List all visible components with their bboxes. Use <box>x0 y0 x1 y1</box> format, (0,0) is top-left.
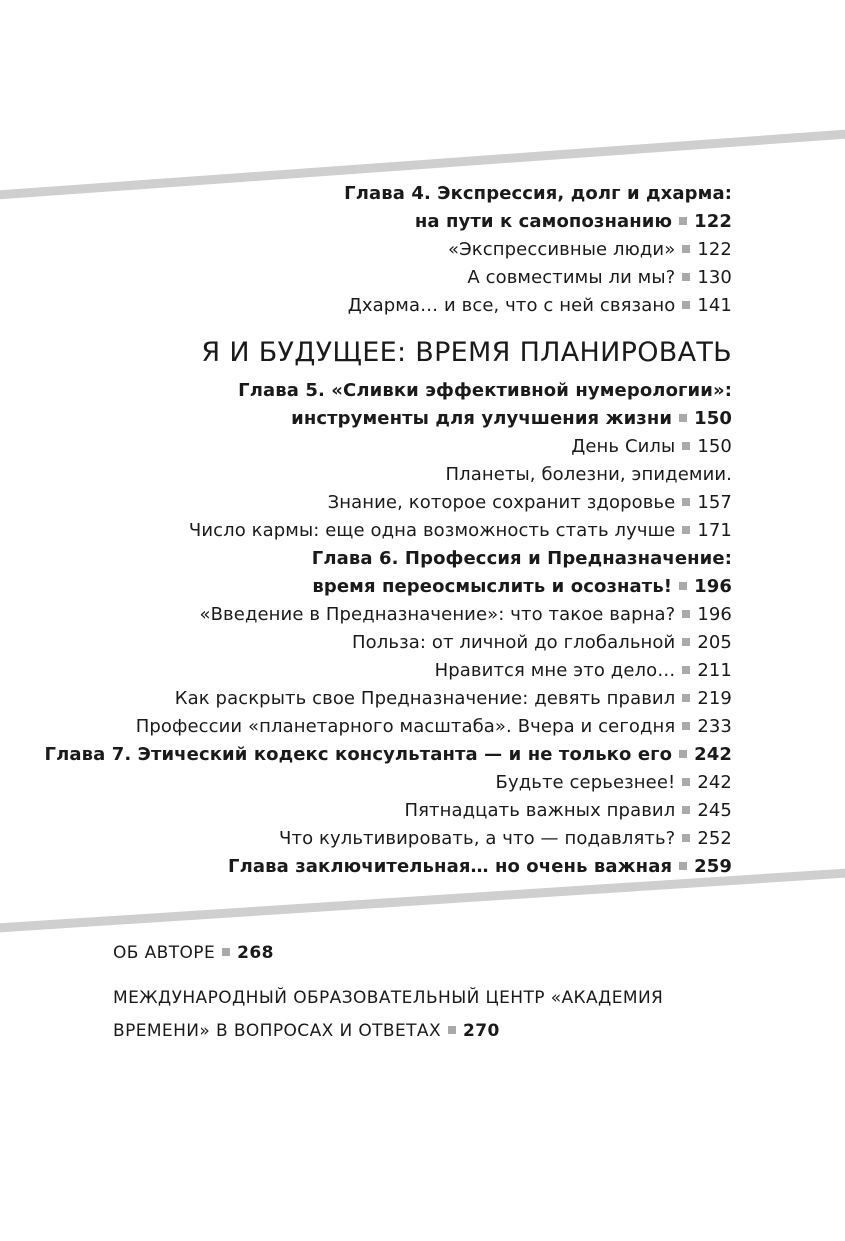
entry-title: время переосмыслить и осознать! <box>312 576 673 597</box>
entry-title: инструменты для улучшения жизни <box>291 408 673 429</box>
toc-entry[interactable] <box>32 685 732 713</box>
page-number: 157 <box>697 492 732 513</box>
bullet-square-icon <box>682 834 690 842</box>
bullet-square-icon <box>448 1026 456 1034</box>
bullet-square-icon <box>682 638 690 646</box>
entry-title: Глава 4. Экспрессия, долг и дхарма: <box>344 183 732 204</box>
bullet-square-icon <box>682 442 690 450</box>
bullet-square-icon <box>679 217 687 225</box>
toc-entry[interactable] <box>32 797 732 825</box>
toc-entry[interactable] <box>32 405 732 433</box>
center-entry[interactable] <box>113 982 733 1048</box>
bullet-square-icon <box>682 245 690 253</box>
toc-entry[interactable] <box>32 236 732 264</box>
page-number: 268 <box>237 943 274 963</box>
bullet-square-icon <box>682 301 690 309</box>
toc-entry[interactable] <box>32 629 732 657</box>
entry-title: Знание, которое сохранит здоровье <box>327 492 676 513</box>
bullet-square-icon <box>222 948 230 956</box>
bullet-square-icon <box>679 862 687 870</box>
entry-title: «Введение в Предназначение»: что такое варна? <box>199 604 676 625</box>
page-number: 252 <box>697 828 732 849</box>
toc-entry[interactable] <box>32 769 732 797</box>
toc-entry <box>32 545 732 573</box>
entry-title: Глава заключительная… но очень важная <box>228 856 673 877</box>
page-number: 233 <box>697 716 732 737</box>
page-number: 122 <box>694 211 732 232</box>
toc-entry[interactable] <box>32 489 732 517</box>
bullet-square-icon <box>682 526 690 534</box>
page-number: 196 <box>694 576 732 597</box>
bullet-square-icon <box>682 273 690 281</box>
back-matter <box>113 937 733 1048</box>
bullet-square-icon <box>682 722 690 730</box>
bullet-square-icon <box>682 694 690 702</box>
about-author-entry[interactable] <box>113 937 733 970</box>
toc-entry[interactable] <box>32 573 732 601</box>
entry-title: Дхарма… и все, что с ней связано <box>347 295 676 316</box>
toc-entry <box>32 180 732 208</box>
bullet-square-icon <box>682 778 690 786</box>
page-number: 150 <box>697 436 732 457</box>
entry-title-line1: МЕЖДУНАРОДНЫЙ ОБРАЗОВАТЕЛЬНЫЙ ЦЕНТР «АКАДЕМИЯ <box>113 988 664 1008</box>
toc-entry[interactable] <box>32 741 732 769</box>
entry-title: Польза: от личной до глобальной <box>352 632 676 653</box>
bullet-square-icon <box>679 750 687 758</box>
entry-title-line2: ВРЕМЕНИ» В ВОПРОСАХ И ОТВЕТАХ <box>113 1021 441 1041</box>
bullet-square-icon <box>679 582 687 590</box>
page-number: 122 <box>697 239 732 260</box>
page-number: 130 <box>697 267 732 288</box>
toc-entry[interactable] <box>32 208 732 236</box>
entry-title: ОБ АВТОРЕ <box>113 943 216 963</box>
entry-title: на пути к самопознанию <box>414 211 673 232</box>
toc-part5-list <box>32 377 732 881</box>
entry-title: Планеты, болезни, эпидемии. <box>445 464 732 485</box>
page-number: 205 <box>697 632 732 653</box>
toc-entry[interactable] <box>32 825 732 853</box>
page-number: 219 <box>697 688 732 709</box>
table-of-contents <box>32 180 732 881</box>
toc-entry[interactable] <box>32 264 732 292</box>
entry-title: Будьте серьезнее! <box>495 772 676 793</box>
toc-entry <box>32 461 732 489</box>
entry-title: А совместимы ли мы? <box>467 267 676 288</box>
bullet-square-icon <box>682 666 690 674</box>
page-number: 196 <box>697 604 732 625</box>
entry-title: Глава 7. Этический кодекс консультанта — и не только его <box>44 744 673 765</box>
entry-title: Число кармы: еще одна возможность стать лучше <box>188 520 676 541</box>
entry-title: Глава 6. Профессия и Предназначение: <box>311 548 732 569</box>
bullet-square-icon <box>679 414 687 422</box>
entry-title: Профессии «планетарного масштаба». Вчера и сегодня <box>135 716 676 737</box>
page-number: 150 <box>694 408 732 429</box>
toc-entry[interactable] <box>32 433 732 461</box>
bullet-square-icon <box>682 806 690 814</box>
entry-title: Что культивировать, а что — подавлять? <box>279 828 676 849</box>
section-title: Я И БУДУЩЕЕ: ВРЕМЯ ПЛАНИРОВАТЬ <box>201 337 732 368</box>
entry-title: Нравится мне это дело… <box>434 660 676 681</box>
toc-entry <box>32 377 732 405</box>
toc-part4-list <box>32 180 732 320</box>
toc-entry[interactable] <box>32 601 732 629</box>
page-number: 171 <box>697 520 732 541</box>
entry-title: Пятнадцать важных правил <box>404 800 676 821</box>
page-number: 211 <box>697 660 732 681</box>
page-number: 259 <box>694 856 732 877</box>
toc-entry[interactable] <box>32 657 732 685</box>
entry-title: День Силы <box>571 436 676 457</box>
bullet-square-icon <box>682 498 690 506</box>
entry-title: Глава 5. «Сливки эффективной нумерологии»: <box>238 380 732 401</box>
entry-title: Как раскрыть свое Предназначение: девять правил <box>174 688 676 709</box>
page-number: 270 <box>463 1021 500 1041</box>
page-number: 245 <box>697 800 732 821</box>
toc-entry[interactable] <box>32 853 732 881</box>
toc-entry[interactable] <box>32 713 732 741</box>
page-number: 141 <box>697 295 732 316</box>
page-number: 242 <box>697 772 732 793</box>
bullet-square-icon <box>682 610 690 618</box>
page-number: 242 <box>694 744 732 765</box>
toc-entry[interactable] <box>32 292 732 320</box>
toc-entry[interactable] <box>32 517 732 545</box>
entry-title: «Экспрессивные люди» <box>448 239 676 260</box>
